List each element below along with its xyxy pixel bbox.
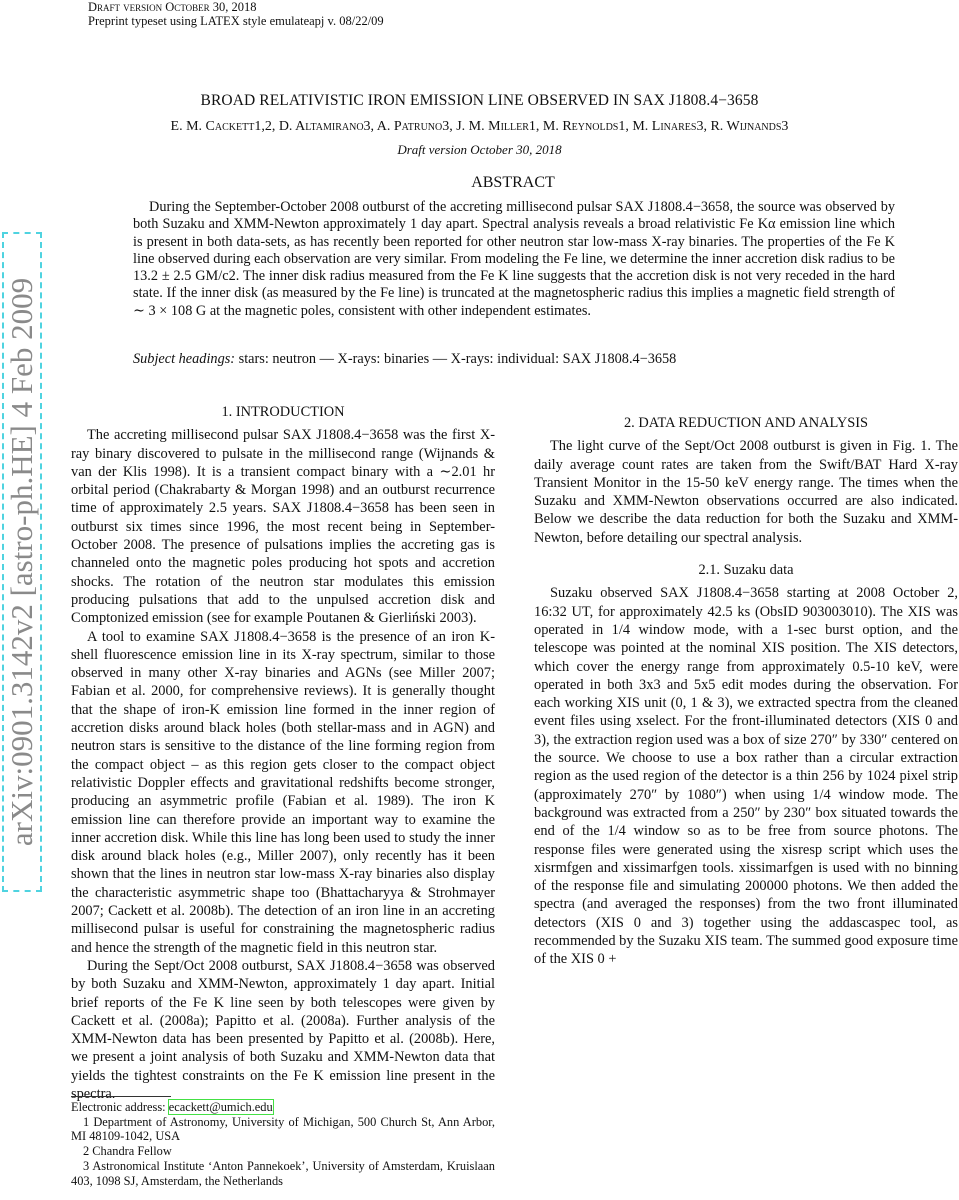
preprint-header	[88, 14, 384, 28]
subject-headings-label: Subject headings:	[133, 351, 236, 367]
abstract-body	[133, 199, 895, 320]
abstract-heading: ABSTRACT	[471, 174, 555, 191]
author-list: E. M. Cackett1,2, D. Altamirano3, A. Patruno3, J. M. Miller1, M. Reynolds1, M. Linares3, R. Wijnands3	[170, 119, 789, 134]
footnote-2: 2 Chandra Fellow	[83, 1144, 172, 1159]
paper-title: BROAD RELATIVISTIC IRON EMISSION LINE OBSERVED IN SAX J1808.4−3658	[200, 92, 759, 109]
footnote-3: 3 Astronomical Institute ‘Anton Pannekoek’, University of Amsterdam, Kruislaan 403, 1098 SJ, Amsterdam, the Netherlands	[71, 1158, 495, 1188]
email-link[interactable]: ecackett@umich.edu	[168, 1100, 273, 1114]
draft-header	[88, 0, 257, 14]
footnotes	[71, 1100, 495, 1188]
footnote-rule	[71, 1096, 171, 1097]
abstract-text: During the September-October 2008 outburst of the accreting millisecond pulsar SAX J1808.4−3658, the source was observed by both Suzaku and XMM-Newton approximately 1 day apart. Spectral analysis reveals a broad relativistic Fe Kα emission line which is present in both data-sets, as has recently been reported for other neutron star low-mass X-ray binaries. The properties of the Fe K line observed during each observation are very similar. From modeling the Fe line, we determine the inner accretion disk radius to be 13.2 ± 2.5 GM/c2. The inner disk radius measured from the Fe K line suggests that the accretion disk is not very receded in the hard state. If the inner disk (as measured by the Fe line) is truncated at the magnetospheric radius this implies a magnetic field strength of ∼ 3 × 108 G at the magnetic poles, consistent with other independent estimates.	[133, 199, 895, 319]
subject-headings-text: stars: neutron — X-rays: binaries — X-rays: individual: SAX J1808.4−3658	[238, 351, 677, 367]
arxiv-stamp-text: arXiv:0901.3142v2 [astro-ph.HE] 4 Feb 2009	[4, 277, 39, 847]
section-heading-data-reduction: 2. DATA REDUCTION AND ANALYSIS	[623, 415, 869, 431]
arxiv-stamp[interactable]	[2, 232, 42, 892]
footnote-1: 1 Department of Astronomy, University of Michigan, 500 Church St, Ann Arbor, MI 48109-1042, USA	[71, 1114, 495, 1144]
subsection-heading-suzaku: 2.1. Suzaku data	[698, 562, 794, 579]
intro-paragraph-1: The accreting millisecond pulsar SAX J1808.4−3658 was the first X-ray binary discovered to pulsate in the millisecond range (Wijnands & van der Klis 1998). It is a transient compact binary with a ∼2.01 hr orbital period (Chakrabarty & Morgan 1998) and an outburst recurrence time of approximately 2.5 years. SAX J1808.4−3658 has been seen in outburst six times since 1996, the most recent being in September-October 2008. The presence of pulsations implies the accreting gas is channeled onto the magnetic poles producing hot spots and accretion shocks. The rotation of the neutron star modulates this emission producing pulsations that add to the unpulsed accretion disk and Comptonized emission (see for example Poutanen & Gierliński 2003).	[71, 427, 495, 627]
right-column	[534, 400, 958, 969]
subject-headings	[133, 351, 895, 368]
draft-header-text: Draft version October 30, 2018	[88, 0, 257, 14]
section-heading-introduction: 1. INTRODUCTION	[221, 404, 345, 420]
data-paragraph-1: The light curve of the Sept/Oct 2008 outburst is given in Fig. 1. The daily average count rates are taken from the Swift/BAT Hard X-ray Transient Monitor in the 15-50 keV energy range. The times when the Suzaku and XMM-Newton observations occurred are also indicated. Below we describe the data reduction for both the Suzaku and XMM-Newton, before detailing our spectral analysis.	[534, 438, 958, 546]
preprint-header-text: Preprint typeset using LATEX style emulateapj v. 08/22/09	[88, 14, 384, 28]
intro-paragraph-3: During the Sept/Oct 2008 outburst, SAX J1808.4−3658 was observed by both Suzaku and XMM-Newton, approximately 1 day apart. Initial brief reports of the Fe K line seen by both telescopes were given by Cackett et al. (2008a); Papitto et al. (2008a). Further analysis of the XMM-Newton data has been presented by Papitto et al. (2008b). Here, we present a joint analysis of both Suzaku and XMM-Newton data that yields the tightest constraints on the Fe K emission line present in the spectra.	[71, 957, 495, 1102]
suzaku-paragraph-1: Suzaku observed SAX J1808.4−3658 starting at 2008 October 2, 16:32 UT, for approximately 42.5 ks (ObsID 903003010). The XIS was operated in 1/4 window mode, with a 1-sec burst option, and the telescope was pointed at the nominal XIS position. The XIS detectors, which cover the energy range from approximately 0.5-10 keV, were operated in both 3x3 and 5x5 edit modes during the observation. For each working XIS unit (0, 1 & 3), we extracted spectra from the cleaned event files using xselect. For the front-illuminated detectors (XIS 0 and 3), the extraction region used was a box of size 270″ by 330″ centered on the source. We choose to use a box rather than a circular extraction region as the used region of the detector is a thin 256 by 1024 pixel strip (approximately 270″ by 1080″) when using 1/4 window mode. The background was extracted from a 250″ by 230″ box situated towards the end of the 1/4 window so as to be free from source photons. The response files were generated using the xisresp script which uses the xisrmfgen and xissimarfgen tools. xissimarfgen is used with no binning of the response file and simulating 200000 photons. We then added the spectra (and averaged the responses) from the two front illuminated detectors (XIS 0 and 3) together using the addascaspec tool, as recommended by the Suzaku XIS team. The summed good exposure time of the XIS 0 +	[534, 585, 958, 968]
draft-version: Draft version October 30, 2018	[397, 142, 562, 157]
left-column	[71, 404, 495, 1103]
email-label: Electronic address:	[71, 1100, 166, 1114]
email-line	[71, 1100, 495, 1115]
intro-paragraph-2: A tool to examine SAX J1808.4−3658 is the presence of an iron K-shell fluorescence emission line in its X-ray spectrum, similar to those observed in many other X-ray binaries and AGNs (see Miller 2007; Fabian et al. 2000, for comprehensive reviews). It is generally thought that the shape of iron-K emission line formed in the inner region of accretion disks around black holes (both stellar-mass and in AGN) and neutron stars is sensitive to the distance of the line forming region from the compact object – as this region gets closer to the compact object relativistic Doppler effects and gravitational redshifts become stronger, producing an asymmetric profile (Fabian et al. 1989). The iron K emission line can therefore provide an important way to examine the inner accretion disk. While this line has long been used to study the inner disk around black holes (e.g., Miller 2007), only recently has it been shown that the lines in neutron star low-mass X-ray binaries also display the characteristic asymmetric shape too (Bhattacharyya & Strohmayer 2007; Cackett et al. 2008b). The detection of an iron line in an accreting millisecond pulsar is useful for constraining the magnetospheric radius and hence the strength of the magnetic field in this neutron star.	[71, 628, 495, 956]
